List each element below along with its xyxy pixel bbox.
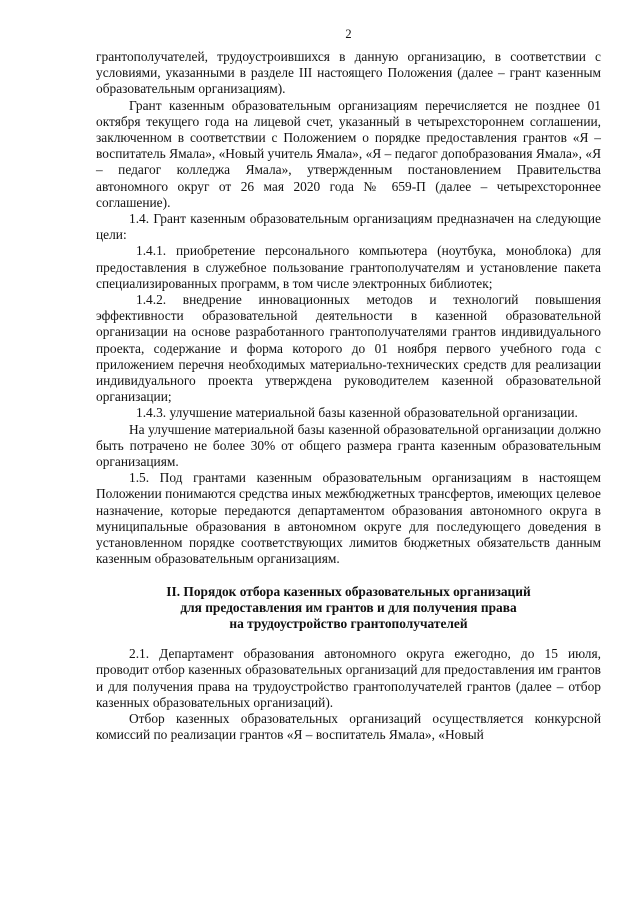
- paragraph-1-4-1: 1.4.1. приобретение персонального компьютера (ноутбука, моноблока) для предоставления в служебное пользование грантополучателям и установление пакета специализированных программ, в том числе электронных библиотек;: [96, 243, 601, 291]
- section-heading-line-2: для предоставления им грантов и для получения права: [180, 599, 517, 615]
- paragraph-grant-transfer: Грант казенным образовательным организациям перечисляется не позднее 01 октября текущего года на лицевой счет, указанный в четырехстороннем соглашении, заключенном в соответствии с Положением о порядке предоставления грантов «Я – воспитатель Ямала», «Новый учитель Ямала», «Я – педагог допобразования Ямала», «Я – педагог колледжа Ямала», утвержденным постановлением Правительства автономного округ от 26 мая 2020 года № 659-П (далее – четырехстороннее соглашение).: [96, 97, 601, 210]
- document-body: [96, 49, 601, 743]
- paragraph-1-4: 1.4. Грант казенным образовательным организациям предназначен на следующие цели:: [96, 211, 601, 243]
- section-heading-line-3: на трудоустройство грантополучателей: [229, 615, 468, 631]
- paragraph-1-4-3: 1.4.3. улучшение материальной базы казенной образовательной организации.: [136, 405, 578, 421]
- section-heading: [96, 584, 601, 633]
- paragraph-2-1: 2.1. Департамент образования автономного округа ежегодно, до 15 июля, проводит отбор казенных образовательных организаций для предоставления им грантов и для получения права на трудоустройство грантополучателей грантов (далее – отбор казенных образовательных организаций).: [96, 646, 601, 710]
- paragraph-1-4-2: 1.4.2. внедрение инновационных методов и технологий повышения эффективности образовательной деятельности в казенной образовательной организации на основе разработанного грантополучателями грантов индивидуального проекта, содержание и форма которого до 01 ноября первого учебного года с приложением перечня необходимых материально-технических средств для реализации индивидуального проекта утверждена руководителем казенной образовательной организации;: [96, 292, 601, 405]
- paragraph-material-base: На улучшение материальной базы казенной образовательной организации должно быть потрачено не более 30% от общего размера гранта казенным образовательным организациям.: [96, 421, 601, 470]
- paragraph-1-5: 1.5. Под грантами казенным образовательным организациям в настоящем Положении понимаются средства иных межбюджетных трансфертов, имеющих целевое назначение, которые передаются департаментом образования автономного округа в муниципальные образования в автономном округе для последующего доведения в установленном порядке соответствующих лимитов бюджетных обязательств данным казенным образовательным организациям.: [96, 470, 601, 567]
- section-heading-line-1: II. Порядок отбора казенных образовательных организаций: [166, 583, 531, 599]
- paragraph-selection: Отбор казенных образовательных организаций осуществляется конкурсной комиссий по реализации грантов «Я – воспитатель Ямала», «Новый: [96, 710, 601, 743]
- paragraph-continuation: грантополучателей, трудоустроившихся в данную организацию, в соответствии с условиями, указанными в разделе III настоящего Положения (далее – грант казенным образовательным организациям).: [96, 49, 601, 97]
- page-number: 2: [345, 27, 352, 41]
